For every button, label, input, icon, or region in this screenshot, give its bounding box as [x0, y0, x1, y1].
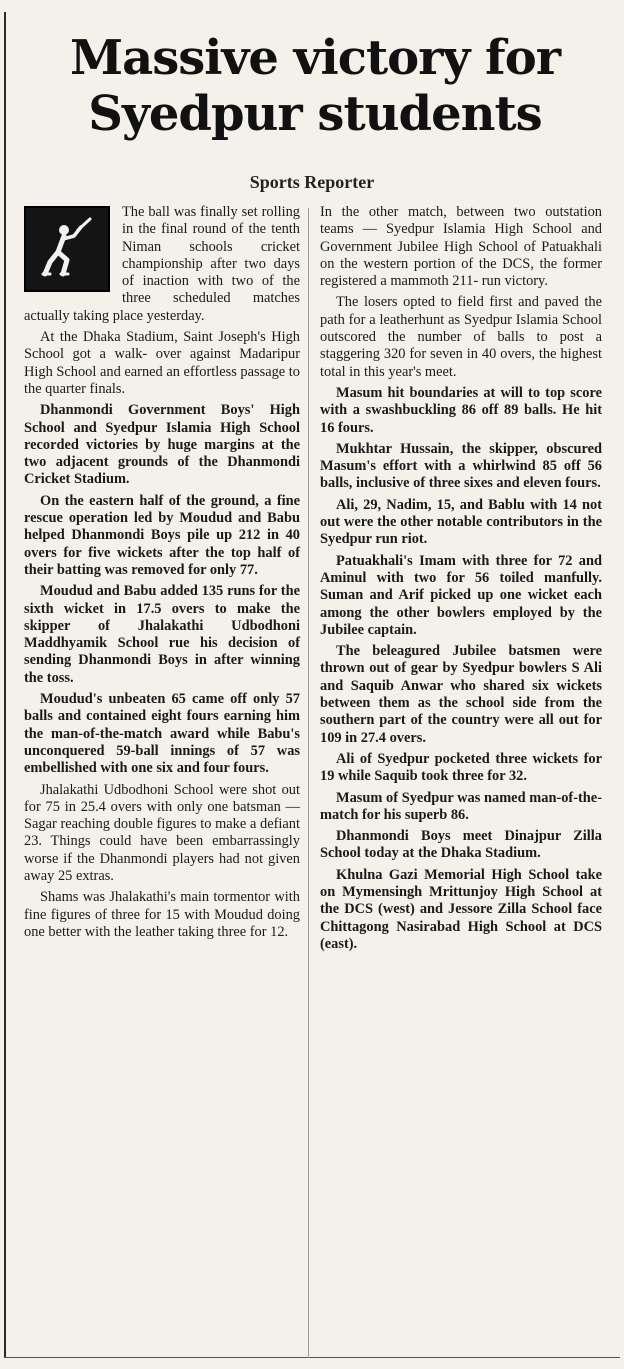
byline: Sports Reporter — [249, 172, 375, 192]
article-column-left — [24, 204, 300, 945]
article-paragraph: The losers opted to field first and paved the path for a leatherhunt as Syedpur Islamia School outscored the number of balls to post a staggering 320 for seven in 40 overs, the highest total in this year's meet. — [320, 294, 602, 380]
cricket-batsman-icon — [24, 206, 110, 292]
headline — [20, 30, 610, 142]
article-paragraph: Masum hit boundaries at will to top score with a swashbuckling 86 off 89 balls. He hit 16 fours. — [320, 384, 602, 436]
article-paragraph: The ball was finally set rolling in the final round of the tenth Niman schools cricket championship after two days of inaction with two of the three scheduled matches actually taking place yesterday. — [24, 204, 300, 324]
article-column-right — [320, 204, 602, 957]
article-paragraph: The beleagured Jubilee batsmen were thrown out of gear by Syedpur bowlers S Ali and Saquib Anwar who shared six wickets between them as the school side from the southern part of the country were all out for 109 in 27.4 overs. — [320, 643, 602, 746]
article-paragraph: Dhanmondi Government Boys' High School and Syedpur Islamia High School recorded victories by huge margins at the two adjacent grounds of the Dhanmondi Cricket Stadium. — [24, 402, 300, 488]
article-paragraph: Patuakhali's Imam with three for 72 and Aminul with two for 56 toiled manfully. Suman and Arif picked up one wicket each among the other bowlers employed by the Jubilee captain. — [320, 552, 602, 638]
article-paragraph: Khulna Gazi Memorial High School take on Mymensingh Mrittunjoy High School at the DCS (west) and Jessore Zilla School face Chittagong Nasirabad High School at DCS (east). — [320, 866, 602, 952]
article-paragraph: On the eastern half of the ground, a fine rescue operation led by Moudud and Babu helped Dhanmondi Boys pile up 212 in 40 overs for five wickets after the top half of their batting was removed for only 77. — [24, 492, 300, 578]
article-paragraph: At the Dhaka Stadium, Saint Joseph's High School got a walk- over against Madaripur High School and earned an effortless passage to the quarter finals. — [24, 329, 300, 397]
article-paragraph: Ali of Syedpur pocketed three wickets for 19 while Saquib took three for 32. — [320, 750, 602, 785]
article-paragraph: Shams was Jhalakathi's main tormentor with fine figures of three for 15 with Moudud doing one better with the leather taking three for 12. — [24, 889, 300, 940]
headline-line-2: Syedpur students — [88, 86, 542, 142]
article-paragraph: Mukhtar Hussain, the skipper, obscured Masum's effort with a whirlwind 85 off 56 balls, inclusive of three sixes and eleven fours. — [320, 440, 602, 492]
bottom-rule — [4, 1357, 620, 1358]
article-paragraph: Jhalakathi Udbodhoni School were shot out for 75 in 25.4 overs with only one batsman — Sagar reaching double figures to make a defiant 23. Things could have been embarrassingly worse if the Dhanmondi players had not given away 25 extras. — [24, 781, 300, 884]
column-separator — [308, 208, 309, 1358]
article-paragraph: Moudud and Babu added 135 runs for the sixth wicket in 17.5 overs to make the skipper of Jhalakathi Udbodhoni Maddhyamik School rue his decision of sending Dhanmondi Boys in after winning the toss. — [24, 583, 300, 686]
headline-line-1: Massive victory for — [69, 30, 561, 86]
article-paragraph: Masum of Syedpur was named man-of-the-match for his superb 86. — [320, 789, 602, 823]
article-paragraph: Moudud's unbeaten 65 came off only 57 balls and contained eight fours earning him the man-of-the-match award while Babu's unconquered 59-ball innings of 57 was embellished with one six and four fours. — [24, 691, 300, 777]
article-paragraph: In the other match, between two outstation teams — Syedpur Islamia High School and Government Jubilee High School of Patuakhali on the western portion of the DCS, the former registered a mammoth 211- run victory. — [320, 204, 602, 290]
article-paragraph: Dhanmondi Boys meet Dinajpur Zilla School today at the Dhaka Stadium. — [320, 828, 602, 862]
left-column-rule — [4, 12, 6, 1357]
article-paragraph: Ali, 29, Nadim, 15, and Bablu with 14 not out were the other notable contributors in the Syedpur run riot. — [320, 496, 602, 548]
